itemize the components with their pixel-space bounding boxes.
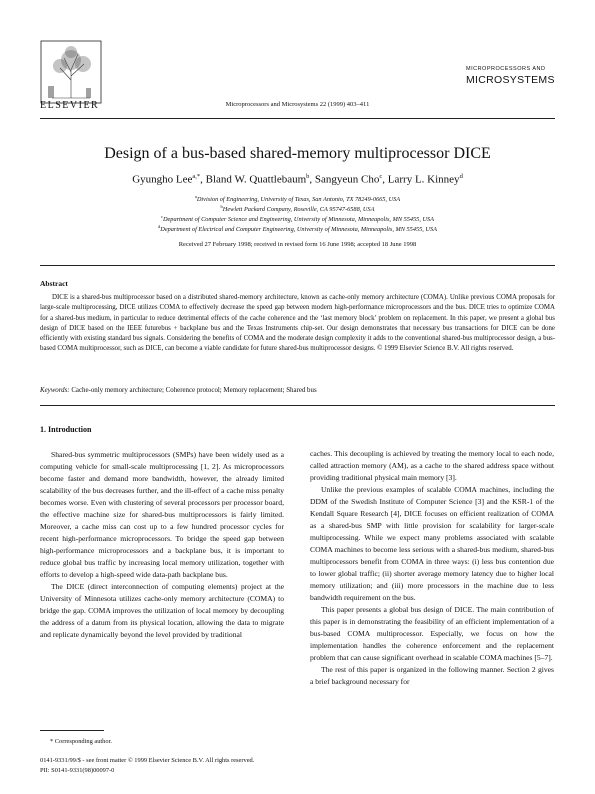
paragraph: Shared-bus symmetric multiprocessors (SMPs) have been widely used as a computing vehicle for small-scale multiprocessing [1, 2]. As microprocessors become faster and demand more bandwidth, however, the already limited scalability of the bus decreases further, and the ill-effect of a cache miss penalty becomes worse. Even with clustering of several processors per processor board, the effective machine size for shared-bus multiprocessors is fairly limited. Moreover, a cache miss can cost up to a few hundred processor cycles for recent high-performance microprocessors. To bridge the speed gap between high-performance microprocessors and a backplane bus, it is important to reduce global bus traffic by increasing local memory utilization, together with efforts to develop a high-speed wide data-path backplane bus. [40, 450, 284, 579]
received-dates: Received 27 February 1998; received in revised form 16 June 1998; accepted 18 June 1998 [178, 241, 417, 248]
author-name: Sangyeun Cho [314, 173, 380, 186]
keywords-list: Cache-only memory architecture; Coherence protocol; Memory replacement; Shared bus [69, 387, 317, 394]
section-heading: 1. Introduction [40, 425, 92, 434]
publisher-name: ELSEVIER [40, 100, 100, 111]
elsevier-tree-logo [40, 40, 102, 104]
author-name: Bland W. Quattlebaum [205, 173, 307, 186]
copyright-line: 0141-9331/99/$ - see front matter © 1999 Elsevier Science B.V. All rights reserved. [40, 757, 255, 764]
copyright-block [40, 756, 254, 776]
affiliation-text: Hewlett Packard Company, Roseville, CA 95747-6588, USA [222, 206, 375, 214]
author-affil-mark: b [306, 173, 310, 180]
paper-title: Design of a bus-based shared-memory multiprocessor DICE [104, 145, 491, 162]
paragraph: Unlike the previous examples of scalable COMA machines, including the DDM of the Swedish Institute of Computer Science [3] and the KSR-1 of the Kendall Square Research [4], DICE focuses on efficient realization of COMA as a shared-bus SMP with little provision for scalability for larger-scale multiprocessing. While we expect many problems associated with scalable COMA machines to become less serious with a shared-bus medium, shared-bus multiprocessors benefit from COMA in three ways: (i) less bus contention due to lower global traffic; (ii) shorter average memory latency due to higher local memory utilization; and (iii) more processors in the machine due to less bandwidth requirement on the bus. [310, 485, 554, 602]
paragraph: This paper presents a global bus design of DICE. The main contribution of this paper is in demonstrating the feasibility of an efficient implementation of a bus-based COMA multiprocessor. Especially, we focus on how the implementation handles the coherence enforcement and the replacement problem that can cause significant overhead in scalable COMA machines [5–7]. [310, 605, 554, 662]
body-column-left [40, 449, 284, 641]
author-name: Larry L. Kinney [387, 173, 460, 186]
affiliation [0, 224, 595, 233]
keywords [40, 387, 555, 394]
affiliation-mark: c [160, 214, 163, 219]
affiliation-text: Department of Computer Science and Engineering, University of Minnesota, Minneapolis, MN 55455, USA [162, 216, 435, 224]
paragraph: caches. This decoupling is achieved by treating the memory local to each node, called attraction memory (AM), as a cache to the shared address space without providing traditional physical main memory [3]. [310, 449, 554, 482]
affiliation [0, 214, 595, 223]
footnote-rule [40, 730, 104, 731]
body-column-right [310, 448, 554, 688]
paragraph: The rest of this paper is organized in the following manner. Section 2 gives a brief background necessary for [310, 665, 554, 686]
paragraph: The DICE (direct interconnection of computing elements) project at the University of Minnesota utilizes cache-only memory architecture (COMA) to bridge the gap. COMA improves the utilization of local memory by decoupling the address of a datum from its physical location, allowing the data to migrate and replicate dynamically beyond the level provided by traditional [40, 582, 284, 639]
abstract-heading: Abstract [40, 279, 68, 288]
footnote: * Corresponding author. [50, 738, 112, 745]
header-rule [40, 118, 555, 119]
author-affil-mark: c [379, 173, 383, 180]
author-list [0, 173, 595, 186]
affiliation-text: Division of Engineering, University of Texas, San Antonio, TX 78249-0665, USA [196, 196, 401, 204]
affiliation-text: Department of Electrical and Computer Engineering, University of Minnesota, Minneapolis, MN 55455, USA [160, 226, 437, 234]
affiliation [0, 204, 595, 213]
author-affil-mark: d [459, 173, 463, 180]
affiliation [0, 194, 595, 203]
affiliation-mark: d [158, 224, 161, 229]
abstract-bottom-rule [40, 405, 555, 406]
journal-logo-big-text: MICROSYSTEMS [466, 74, 555, 86]
affiliation-mark: b [220, 204, 223, 209]
journal-logo-small-text: MICROPROCESSORS AND [466, 66, 546, 72]
abstract-text: DICE is a shared-bus multiprocessor based on a distributed shared-memory architecture, known as cache-only memory architecture (COMA). Unlike previous COMA proposals for large-scale multiprocessing, DICE utilizes COMA to effectively decrease the speed gap between modern high-performance microprocessors and the bus. DICE tries to optimize COMA for a shared-bus medium, in particular to reduce detrimental effects of the cache coherence and the ‘last memory block’ problem on replacement. In this paper, we present a global bus design of DICE based on the IEEE futurebus + backplane bus and the Texas Instruments chip-set. Our design demonstrates that necessary bus transactions for DICE can be done efficiently with existing standard bus signals. Considering the benefits of COMA and the moderate design complexity it adds to the conventional shared-bus multiprocessor design, a bus-based COMA multiprocessor, such as DICE, can become a viable candidate for future shared-bus multiprocessor designs. © 1999 Elsevier Science B.V. All rights reserved. [40, 294, 555, 353]
pii-line: PII: S0141-9331(98)00097-0 [40, 767, 115, 774]
author-affil-mark: a,* [192, 173, 201, 180]
author-separator: , [200, 173, 206, 186]
author-name: Gyungho Lee [132, 173, 193, 186]
author-separator: , [309, 173, 315, 186]
affiliation-mark: a [194, 194, 197, 199]
keywords-label: Keywords: [40, 387, 70, 394]
author-separator: , [382, 173, 388, 186]
journal-citation: Microprocessors and Microsystems 22 (1999) 403–411 [225, 101, 370, 108]
abstract-top-rule [40, 265, 555, 266]
